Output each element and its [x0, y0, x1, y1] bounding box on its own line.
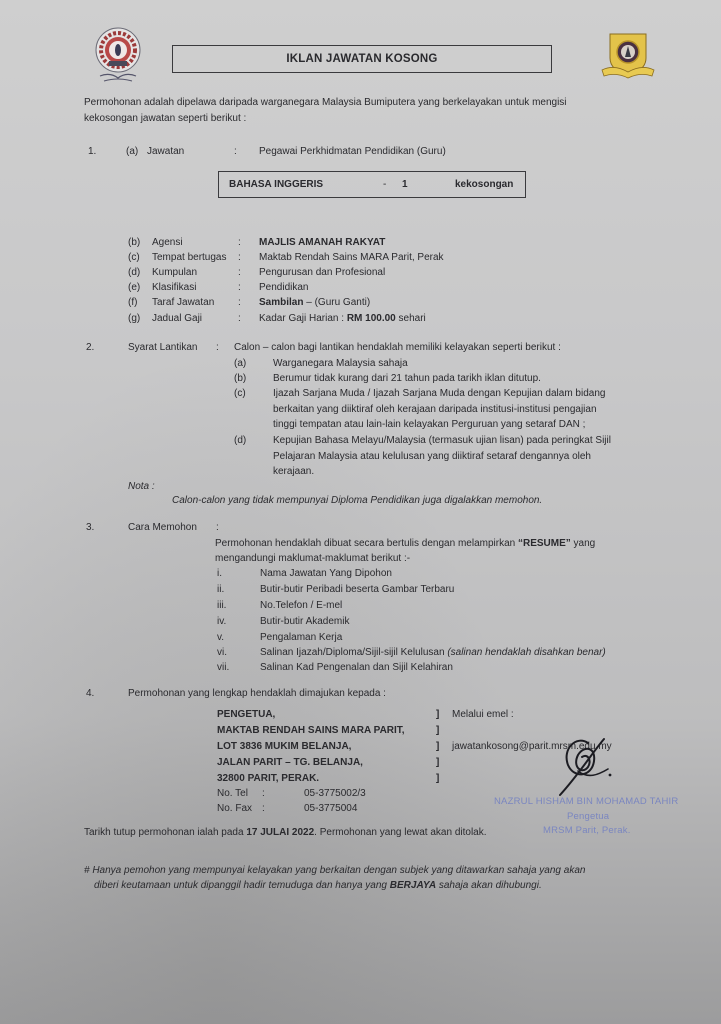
bracket-3: ] — [436, 741, 440, 752]
mrsm-crest-logo — [600, 30, 656, 82]
item-1g-value-pre: Kadar Gaji Harian : — [259, 313, 347, 324]
tel-label: No. Tel — [217, 788, 248, 799]
section-2-colon: : — [216, 342, 219, 353]
section-4-lead: Permohonan yang lengkap hendaklah dimajukan kepada : — [128, 688, 386, 699]
doc-ii-text: Butir-butir Peribadi beserta Gambar Terbaru — [260, 584, 455, 595]
item-1e-value: Pendidikan — [259, 282, 309, 293]
address-line-4: JALAN PARIT – TG. BELANJA, — [217, 757, 363, 768]
tel-value: 05-3775002/3 — [304, 788, 366, 799]
email-link[interactable]: jawatankosong@parit.mrsm.edu.my — [452, 741, 612, 752]
closing-pre: Tarikh tutup permohonan ialah pada — [84, 827, 247, 838]
section-3-label: Cara Memohon — [128, 522, 197, 533]
item-1g-colon: : — [238, 313, 241, 324]
bracket-5: ] — [436, 773, 440, 784]
bracket-1: ] — [436, 709, 440, 720]
bracket-2: ] — [436, 725, 440, 736]
item-1g-value — [259, 312, 426, 326]
mara-emblem-logo — [92, 26, 144, 86]
item-1d-value: Pengurusan dan Profesional — [259, 267, 386, 278]
doc-v-text: Pengalaman Kerja — [260, 632, 343, 643]
address-line-5: 32800 PARIT, PERAK. — [217, 773, 320, 784]
doc-vi-note: (salinan hendaklah disahkan benar) — [447, 647, 606, 658]
address-line-3: LOT 3836 MUKIM BELANJA, — [217, 741, 352, 752]
req-c-line-3: tinggi tempatan atau lain-lain kelayakan Perguruan yang setaraf DAN ; — [273, 419, 586, 430]
vacancy-unit: kekosongan — [455, 179, 514, 190]
req-d-line-2: Pelajaran Malaysia atau kelulusan yang diiktiraf setaraf dengannya oleh — [273, 451, 591, 462]
doc-vi-text — [260, 646, 606, 660]
item-1d-key: (d) — [128, 267, 141, 278]
item-1g-value-bold: RM 100.00 — [346, 313, 396, 324]
vacancy-box — [218, 171, 526, 198]
closing-date-line — [84, 826, 487, 840]
doc-vii-key: vii. — [217, 662, 230, 673]
item-1e-colon: : — [238, 282, 241, 293]
address-line-1: PENGETUA, — [217, 709, 276, 720]
fax-value: 05-3775004 — [304, 803, 358, 814]
req-d-key: (d) — [234, 435, 247, 446]
section-3-lead-line-2: mengandungi maklumat-maklumat berikut :- — [215, 553, 411, 564]
page-title: IKLAN JAWATAN KOSONG — [172, 45, 552, 73]
item-1f-value-bold: Sambilan — [259, 297, 304, 308]
section-3-colon: : — [216, 522, 219, 533]
section-3-lead-pre: Permohonan hendaklah dibuat secara bertulis dengan melampirkan — [215, 538, 518, 549]
signatory-org: MRSM Parit, Perak. — [543, 825, 631, 836]
item-1d-colon: : — [238, 267, 241, 278]
doc-i-key: i. — [217, 568, 222, 579]
req-d-line-3: kerajaan. — [273, 466, 315, 477]
item-1g-value-rest: sehari — [395, 313, 426, 324]
item-1d-label: Kumpulan — [152, 267, 198, 278]
doc-vi-key: vi. — [217, 647, 227, 658]
item-1a-value: Pegawai Perkhidmatan Pendidikan (Guru) — [259, 146, 446, 157]
item-1g-label: Jadual Gaji — [152, 313, 203, 324]
item-1b-key: (b) — [128, 237, 141, 248]
vacancy-dash: - — [383, 179, 387, 190]
section-2-label: Syarat Lantikan — [128, 342, 198, 353]
section-3-lead — [215, 537, 595, 551]
item-1f-key: (f) — [128, 297, 138, 308]
item-1b-label: Agensi — [152, 237, 183, 248]
signatory-name: NAZRUL HISHAM BIN MOHAMAD TAHIR — [494, 796, 679, 807]
closing-post: . Permohonan yang lewat akan ditolak. — [314, 827, 487, 838]
footnote-berjaya: BERJAYA — [389, 880, 437, 891]
closing-date: 17 JULAI 2022 — [246, 827, 315, 838]
footnote-line-2-pre: diberi keutamaan untuk dipanggil hadir temuduga dan hanya yang — [94, 880, 390, 891]
req-d-line-1: Kepujian Bahasa Melayu/Malaysia (termasuk ujian lisan) pada peringkat Sijil — [273, 435, 611, 446]
req-c-line-1: Ijazah Sarjana Muda / Ijazah Sarjana Muda dengan Kepujian dalam bidang — [273, 388, 606, 399]
item-1b-colon: : — [238, 237, 241, 248]
resume-keyword: “RESUME” — [517, 538, 571, 549]
footnote-line-1: # Hanya pemohon yang mempunyai kelayakan yang berkaitan dengan subjek yang ditawarkan sahaja yang akan — [84, 865, 586, 876]
req-c-key: (c) — [234, 388, 246, 399]
email-label: Melalui emel : — [452, 709, 514, 720]
fax-colon: : — [262, 803, 265, 814]
item-1a-key: (a) — [126, 146, 139, 157]
note-text: Calon-calon yang tidak mempunyai Diploma Pendidikan juga digalakkan memohon. — [172, 495, 543, 506]
section-3-number: 3. — [86, 522, 95, 533]
item-1g-key: (g) — [128, 313, 141, 324]
footnote-line-2 — [94, 879, 542, 893]
doc-vi-main: Salinan Ijazah/Diploma/Sijil-sijil Kelulusan — [260, 647, 448, 658]
item-1f-value — [259, 296, 370, 310]
section-1-number: 1. — [88, 146, 97, 157]
doc-vii-text: Salinan Kad Pengenalan dan Sijil Kelahiran — [260, 662, 453, 673]
doc-iv-text: Butir-butir Akademik — [260, 616, 350, 627]
signatory-title: Pengetua — [567, 811, 610, 822]
item-1f-label: Taraf Jawatan — [152, 297, 215, 308]
intro-line-1: Permohonan adalah dipelawa daripada warganegara Malaysia Bumiputera yang berkelayakan untuk mengisi — [84, 97, 567, 108]
item-1c-label: Tempat bertugas — [152, 252, 227, 263]
intro-line-2: kekosongan jawatan seperti berikut : — [84, 113, 247, 124]
bracket-4: ] — [436, 757, 440, 768]
section-2-number: 2. — [86, 342, 95, 353]
item-1e-label: Klasifikasi — [152, 282, 197, 293]
item-1c-colon: : — [238, 252, 241, 263]
section-4-number: 4. — [86, 688, 95, 699]
req-b-key: (b) — [234, 373, 247, 384]
doc-v-key: v. — [217, 632, 225, 643]
address-line-2: MAKTAB RENDAH SAINS MARA PARIT, — [217, 725, 405, 736]
section-3-lead-post: yang — [570, 538, 596, 549]
item-1a-label: Jawatan — [147, 146, 185, 157]
item-1f-value-rest: – (Guru Ganti) — [303, 297, 371, 308]
doc-i-text: Nama Jawatan Yang Dipohon — [260, 568, 392, 579]
doc-iii-text: No.Telefon / E-mel — [260, 600, 343, 611]
signature-scribble-icon — [548, 735, 618, 797]
item-1e-key: (e) — [128, 282, 141, 293]
tel-colon: : — [262, 788, 265, 799]
vacancy-count: 1 — [402, 179, 408, 190]
vacancy-subject: BAHASA INGGERIS — [229, 179, 324, 190]
section-2-lead: Calon – calon bagi lantikan hendaklah memiliki kelayakan seperti berikut : — [234, 342, 561, 353]
req-b-text: Berumur tidak kurang dari 21 tahun pada tarikh iklan ditutup. — [273, 373, 541, 384]
req-a-text: Warganegara Malaysia sahaja — [273, 358, 408, 369]
item-1a-colon: : — [234, 146, 237, 157]
doc-ii-key: ii. — [217, 584, 225, 595]
req-c-line-2: berkaitan yang diiktiraf oleh kerajaan daripada institusi-institusi pengajian — [273, 404, 597, 415]
footnote-line-2-post: sahaja akan dihubungi. — [436, 880, 542, 891]
item-1c-key: (c) — [128, 252, 140, 263]
doc-iii-key: iii. — [217, 600, 227, 611]
note-label: Nota : — [128, 481, 155, 492]
doc-iv-key: iv. — [217, 616, 227, 627]
item-1f-colon: : — [238, 297, 241, 308]
item-1c-value: Maktab Rendah Sains MARA Parit, Perak — [259, 252, 444, 263]
item-1b-value: MAJLIS AMANAH RAKYAT — [259, 237, 386, 248]
fax-label: No. Fax — [217, 803, 253, 814]
req-a-key: (a) — [234, 358, 247, 369]
